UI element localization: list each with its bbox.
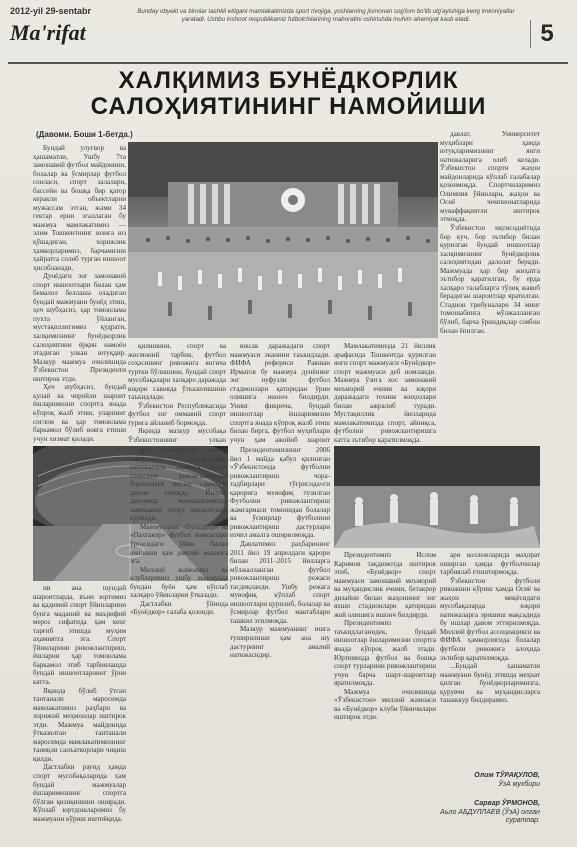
- text-column-3-top: юксак даражадаги спорт мажмуаси эканини таъкидлади. ФИФА рефериси Равшан Ирматов бу мажмуа дунёнинг энг нуфузли футбол стадионлари қаторидан ўрин олишига ишонч билдирди. Унинг фикрича, бундай иншоотлар ёшларимизни спортга янада кўпроқ жалб этиш билан бирга, футбол муҳиблари учун ҳам ажойиб шароит: [230, 342, 330, 444]
- text-column-2-top: қилишини, спорт ва жисмоний тарбия, футбол соҳасининг ривожига янгича туртки бўлишини, бундай спорт мусобақалари халқаро даражада юқори савияда ўтказилишини таъкидлади. Ўзбекистон Республикасида футбол энг оммавий спорт турига айланиб бормоқда. Яқинда мазкур мусобақа Ўзбекистоннинг улкан: [128, 342, 226, 444]
- header-rule: [8, 62, 568, 64]
- newspaper-name: Ma'rifat: [10, 20, 86, 45]
- article-headline: [30, 68, 547, 120]
- text-column-5-top: давлат, Университет муҳиблари ҳамда ютуқларимизнинг янги натижаларига олиб келади. Ўзбекистон спорти жаҳон майдонларида кўплаб ғалабалар қозонмоқда. Спортчиларимиз Олимпия ўйинлари, жаҳон ва Осиё чемпионатларида муваффақиятли иштирок этмоқда. Ўзбекистон иқтисодиётида бор куч, бор эътибор билан қурилган бундай иншоотлар халқимизнинг бунёдкорлик салоҳиятидан далолат беради. Мажмуада ҳар бир жиҳатга эътибор қаратилган, бу ерда халқаро талабларга тўлиқ жавоб берадиган шароитлар яратилган. Стадион трибуналари 34 минг томошабинга мўлжалланган бўлиб, барча ўриндиқлар соябон билан ёпилган.: [440, 130, 540, 335]
- text-column-1-bottom: ни ана шундай шароитларда, яъни юртимиз ва қадимий спорт ўйинларини бунга маданий ва маърифий мерос сифатида ҳам кенг тарғиб этишда муҳим аҳамиятга эга. Спорт ўйинларини ривожлантириш, ёшларни ҳар томонлама баркамол этиб тарбиялашда бундай иншоотларнинг ўрни катта. Яқинда бўлиб ўтган тантанали маросимда мамлакатимиз раҳбари ва хорижий меҳмонлар иштирок этди. Мажмуа майдонида ўтказилган тантанали маросимда мамлакатимизнинг таниқли санъаткорлари чиқиш қилди. Дастлабки раунд ҳамда спорт мусобақаларида ҳам бундай мажмуалар ёшларимизнинг спортга бўлган қизиқишини оширади. Кўплаб юртдошларимиз бу мажмуани кўриш иштиёқида.: [33, 584, 126, 823]
- author-role: ЎзА мухбири: [498, 780, 540, 788]
- header-note: Bunday obyekt va binolar tashkil etilgani mamlakatimizda sport rivojiga, yoshlarning jismonan sog'lom bo'lib ulg'ayishiga keng imkoniyatlar yaratadi. Ushbu inshoot respublikamiz futbolchilarining mahoratini oshirishda muhim ahamiyat kasb etadi.: [137, 8, 515, 24]
- stadium-ceremony-image: [128, 142, 438, 338]
- author-signature: [440, 772, 540, 789]
- headline-line-2: САЛОҲИЯТИНИНГ НАМОЙИШИ: [90, 93, 487, 120]
- page-header: [8, 6, 568, 64]
- text-column-3-bottom: Президентимизнинг 2006 йил 1 майда қабул қилинган «Ўзбекистонда футболни ривожлантириш чора-тадбирлари тўғрисида»ги қарорига мувофиқ тузилган Футболни ривожлантириш жамғармаси томонидан болалар ва ўсмирлар футболини ривожлантириш дастурлари изчил амалга оширилмоқда. Давлатимиз раҳбарининг 2011 йил 19 апрелдаги қарори билан 2011–2015 йилларга мўлжалланган футбол ривожлантириш режаси тасдиқланди. Ушбу режага мувофиқ кўплаб спорт иншоотлари қурилиб, болалар ва ўсмирлар футбол мактаблари ташкил этилмоқда. Мазкур мажмуанинг ишга туширилиши ҳам ана шу дастурнинг амалий натижасидир.: [230, 446, 330, 660]
- text-column-5-bottom: ари коллежларида маҳорат оширган ҳамда футболчилар тарбиялаб етиштирмоқда. Ўзбекистон футболи ривожини кўриш ҳамда Осиё ва жаҳон миқёсидаги мусобақаларда юқори натижаларга эришиш мақсадида бу ишлар давом эттирилмоқда. Миллий футбол ассоциацияси ва ФИФА ҳамкорлигида болалар футболи ривожига алоҳида эътибор қаратилмоқда. ...Бундай ҳашаматли мажмуани бунёд этишда меҳнат қилган бунёдкорларимизга, қурувчи ва муҳандисларга ташаккур билдирамиз.: [440, 551, 540, 705]
- page-number: 5: [530, 20, 563, 48]
- text-column-2-bottom: иоб иншоотлар, амалга оширилган ислоҳотлар натижасида, айниқса, спорт соҳасини ривожлантириш борасидаги ишлар самарали давом этмоқда. Йиллар давомида мамлакатимизда замонавий спорт иншоотлари қурилди. Мажмуанинг «Бунёдкор» ва «Пахтакор» футбол жамоалари ўртасидаги ўйин билан очилиши ҳам рамзий маънога эга. Миллий жамоамиз ва клубларимиз ушбу мажмуада бундан буён ҳам кўплаб халқаро ўйинларни ўтказади. Дастлабки ўйинда «Бунёдкор» ғалаба қозонди.: [130, 446, 228, 617]
- headline-line-1: ХАЛҚИМИЗ БУНЁДКОРЛИК: [118, 67, 459, 94]
- author-name: Олим ТЎРАҚУЛОВ,: [474, 772, 540, 779]
- text-column-4-bottom: Президентимиз Ислом Каримов тақдимотда иштирок этиб, «Бунёдкор» спорт мажмуаси замонавий меъморий ва муҳандислик ечими, бетакрор дизайни билан жаҳоннинг энг яхши стадионлари қаторидан жой олишига ишонч билдирди. Президентимиз таъкидлаганидек, бундай иншоотлар ёшларимизни спортга янада кўпроқ жалб этади. Юртимизда футбол ва бошқа спорт турларини ривожлантириш учун барча шарт-шароитлар яратилмоқда. Мажмуа очилишида «Ўзбекистон» миллий жамоаси ва «Бунёдкор» клуби ўйинчилари иштирок этди.: [334, 551, 436, 722]
- opening-performance-image: [334, 446, 540, 548]
- issue-date: 2012-yil 29-sentabr: [10, 6, 92, 16]
- photographer-role: Аьло АБДУЛЛАЕВ (ЎзА) олган суратлар.: [440, 808, 540, 824]
- photographer-signature: [440, 800, 540, 826]
- photographer-name: Сарвар ЎРМОНОВ,: [474, 800, 540, 807]
- opening-performance-photo: [334, 446, 540, 548]
- stadium-ceremony-photo: [128, 142, 438, 338]
- article-continuation-note: (Давоми. Боши 1-бетда.): [36, 130, 133, 139]
- text-column-1-top: Бундай улуғвор ва ҳашаматли, Ушбу 7та замонавий футбол майдонини, болалар ва ўсмирлар футбол сонласи, спорт залалари, бассейн ва бошқа бир қатор керакли объектларни мужассам этган, жами 34 гектар ерни эгаллаган бу мажмуа мамлакатимиз — элим Тошкентнинг юзига юз қўшадиган, хорижлик ҳамкорларимиз, барчамизни ҳайратга солиб турган иншоот ҳисобланади. Дунёдаги энг замонавий спорт иншоотлари билан ҳам бемалол беллаша оладиган бундай мажмуани бунёд этиш, ҳеч шубҳасиз, ҳар томонлама пухта ўйланган, мустақиллигимиз қудрати, халқимизнинг бунёдкорлик салоҳиятини ёрқин намоён этадиган улкан ютуқдир. Мазкур мажмуа очилишида Ўзбекистон Президенти иштирок этди. Ҳеч шубҳасиз, бундай қулай ва чиройли шароит ёшларимизни спортга янада кўпроқ жалб этиш, уларнинг соғлом ва ҳар томонлама баркамол бўлиб вояга етиши учун хизмат қилади.: [33, 144, 126, 443]
- text-column-4-top: Мамлакатимизда 21 йиллик арафасида Тошкентда қурилган янги спорт мажмуаси «Бунёдкор» спорт мажмуаси деб номланди. Мажмуа ўзига хос замонавий меъморий ечими ва юқори даражадаги техник жиҳозлари билан ажралиб туради. Мустақиллик йилларида мамлакатимизда спорт, айниқса, футболни ривожлантиришга катта эътибор қаратилмоқда.: [334, 342, 436, 444]
